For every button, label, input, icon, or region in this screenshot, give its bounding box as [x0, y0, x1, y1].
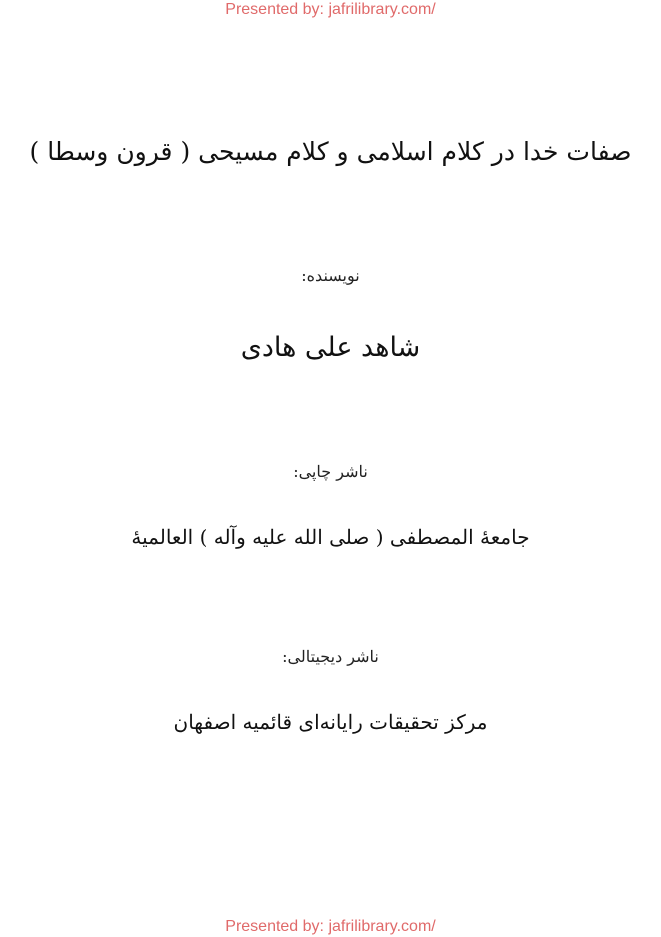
author-label: نویسنده:	[301, 266, 360, 285]
watermark-bottom: Presented by: jafrilibrary.com/	[225, 918, 436, 935]
print-publisher-label: ناشر چاپی:	[293, 462, 368, 481]
digital-publisher-label: ناشر دیجیتالی:	[282, 647, 379, 666]
watermark-top: Presented by: jafrilibrary.com/	[225, 1, 436, 18]
digital-publisher-name: مرکز تحقیقات رایانه‌ای قائمیه اصفهان	[173, 710, 488, 734]
book-title: صفات خدا در کلام اسلامی و کلام مسیحی ( قرون وسطا )	[29, 137, 632, 166]
print-publisher-name: جامعهٔ المصطفی ( صلی الله علیه وآله ) العالمیهٔ	[131, 525, 530, 549]
author-name: شاهد علی هادی	[240, 332, 421, 363]
